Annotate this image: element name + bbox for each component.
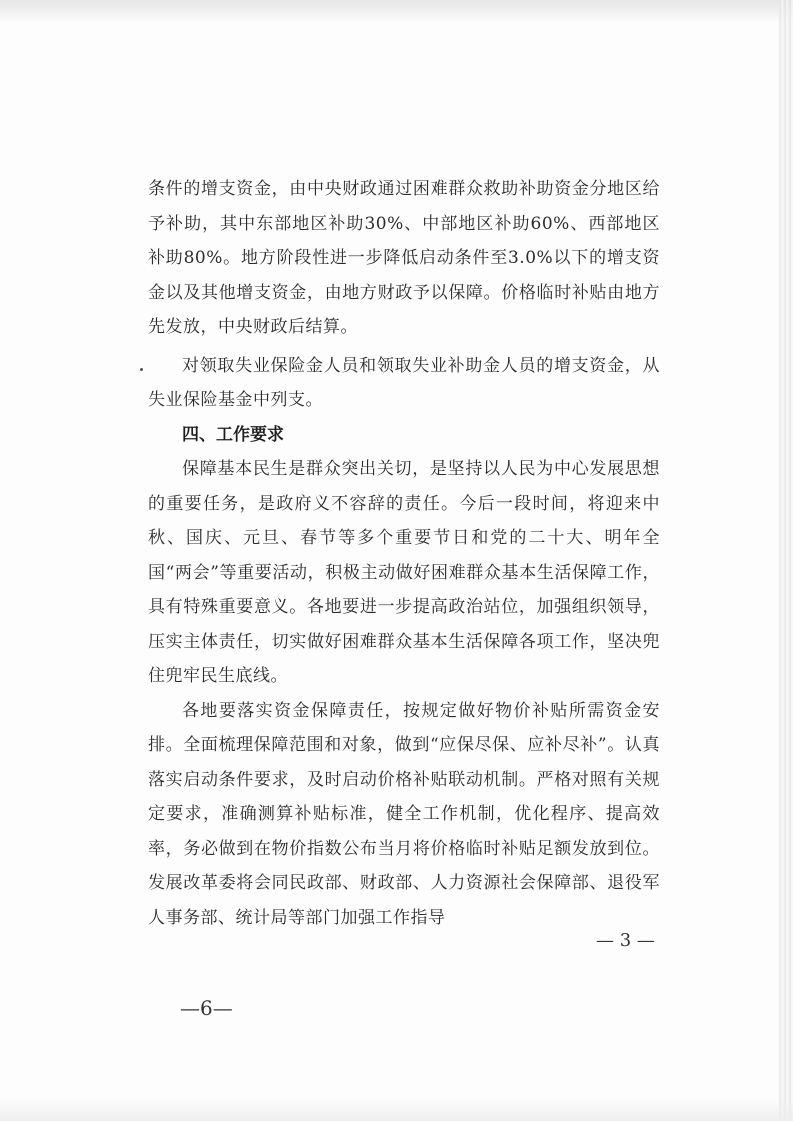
paragraph-fund-guarantee: 各地要落实资金保障责任，按规定做好物价补贴所需资金安排。全面梳理保障范围和对象，做到“应保尽保、应补尽补”。认真落实启动条件要求，及时启动价格补贴联动机制。严格对照有关规定要求，准确测算补贴标准，健全工作机制，优化程序、提高效率，务必做到在物价指数公布当月将价格临时补贴足额发放到位。发展改革委将会同民政部、财政部、人力资源社会保障部、退役军人事务部、统计局等部门加强工作指导: [148, 700, 660, 928]
paragraph-livelihood: 保障基本民生是群众突出关切，是坚持以人民为中心发展思想的重要任务，是政府义不容辞的责任。今后一段时间，将迎来中秋、国庆、元旦、春节等多个重要节日和党的二十大、明年全国“两会”等重要活动，积极主动做好困难群众基本生活保障工作，具有特殊重要意义。各地要进一步提高政治站位，加强组织领导，压实主体责任，切实做好困难群众基本生活保障各项工作，坚决兜住兜牢民生底线。: [148, 459, 660, 686]
outer-page-number: —6—: [180, 996, 233, 1020]
scan-bottom-edge: [0, 1099, 793, 1121]
scan-right-edge: [779, 0, 793, 1121]
scan-speck: [140, 368, 143, 371]
paragraph-funding: 条件的增支资金，由中央财政通过困难群众救助补助资金分地区给予补助，其中东部地区补助30%、中部地区补助60%、西部地区补助80%。地方阶段性进一步降低启动条件至3.0%以下的增支资金以及其他增支资金，由地方财政予以保障。价格临时补贴由地方先发放，中央财政后结算。: [148, 179, 660, 337]
scan-top-shadow: [0, 0, 793, 24]
section-heading-work-requirements: 四、工作要求: [182, 424, 284, 445]
document-body: [148, 172, 660, 935]
inner-page-number: — 3 —: [596, 930, 655, 951]
paragraph-unemployment: 对领取失业保险金人员和领取失业补助金人员的增支资金，从失业保险基金中列支。: [148, 355, 660, 410]
